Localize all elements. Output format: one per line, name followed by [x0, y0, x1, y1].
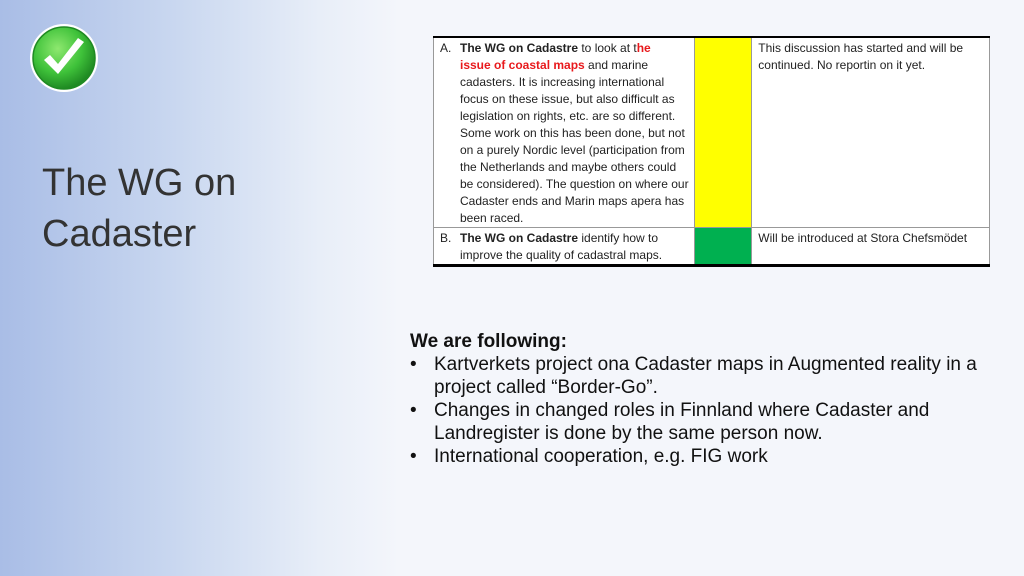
- table-row: [434, 228, 990, 266]
- following-item-2: Changes in changed roles in Finnland where Cadaster and Landregister is done by the same person now.: [434, 400, 930, 444]
- list-item: [410, 445, 1020, 468]
- row-a-text-rest: and marine cadasters. It is increasing international focus on these issue, but also difficult as legislation on rights, etc. are so different. Some work on this has been done, but not on a purely Nordic level (participation from the Netherlands and maybe others could be considered). The question on where our Cadaster ends and Marin maps apera has been raced.: [460, 58, 689, 225]
- bullet-icon: •: [410, 354, 417, 375]
- bullet-icon: •: [410, 400, 417, 421]
- following-list: [410, 353, 1020, 468]
- list-item: [410, 399, 1020, 445]
- following-section: [410, 330, 1020, 468]
- slide-title-line2: Cadaster: [42, 213, 197, 255]
- slide-title-line1: The WG on: [42, 162, 237, 204]
- row-a-text-mid: to look at t: [578, 41, 637, 55]
- row-a-status-yellow: [694, 37, 751, 228]
- row-a-letter: A.: [440, 41, 452, 55]
- row-a-red-2: issue of coastal maps: [460, 58, 585, 72]
- status-table: [433, 36, 990, 267]
- bullet-icon: •: [410, 446, 417, 467]
- row-a-red-1: he: [636, 41, 651, 55]
- table-row: [434, 37, 990, 228]
- following-heading: We are following:: [410, 331, 567, 352]
- row-b-lead: The WG on Cadastre: [460, 231, 579, 245]
- following-item-1: Kartverkets project ona Cadaster maps in Augmented reality in a project called “Border-Go”.: [434, 354, 977, 398]
- slide-title: [42, 158, 372, 260]
- row-a-lead: The WG on Cadastre: [460, 41, 579, 55]
- row-a-note: This discussion has started and will be continued. No reportin on it yet.: [752, 37, 990, 228]
- row-b-letter: B.: [440, 231, 452, 245]
- row-a-text: [460, 40, 690, 227]
- row-b-description: [434, 228, 695, 266]
- row-b-text-rest: identify how to improve the quality of cadastral maps.: [460, 231, 663, 262]
- list-item: [410, 353, 1020, 399]
- row-b-note: Will be introduced at Stora Chefsmödet: [752, 228, 990, 266]
- row-b-text: [460, 230, 690, 264]
- check-icon: [28, 22, 100, 94]
- following-item-3: International cooperation, e.g. FIG work: [434, 446, 768, 467]
- row-b-status-green: [694, 228, 751, 266]
- row-a-description: [434, 37, 695, 228]
